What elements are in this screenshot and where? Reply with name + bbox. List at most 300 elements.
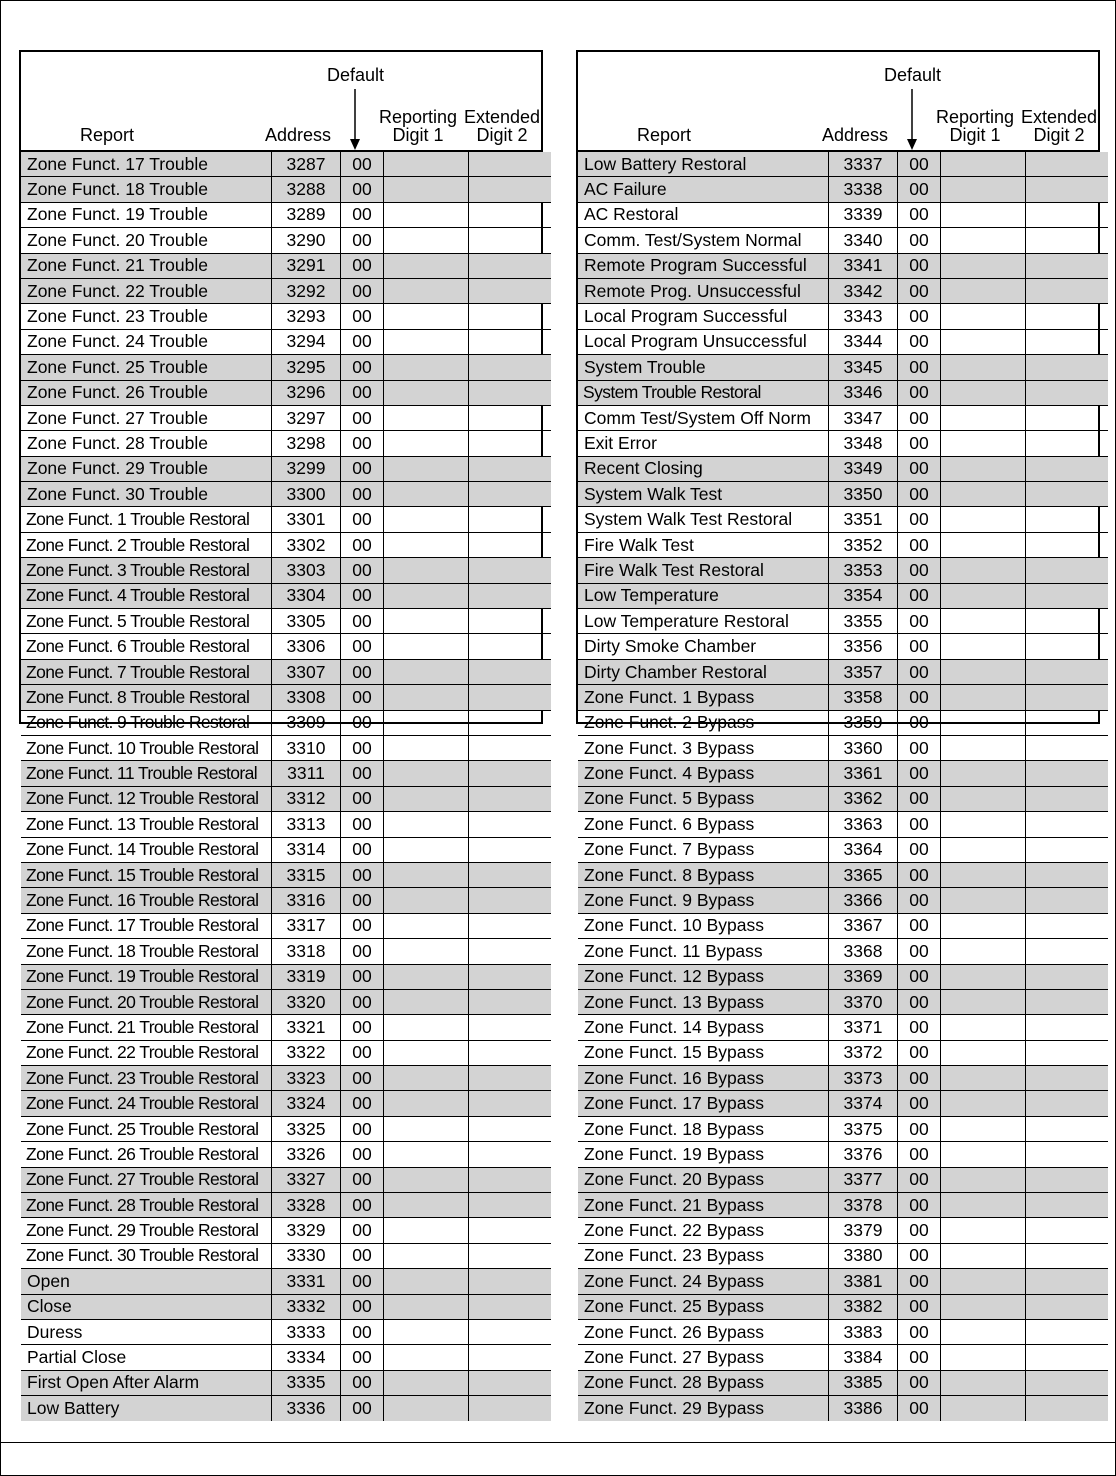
extended-digit2-cell[interactable] (469, 456, 552, 481)
address-cell: 3331 (272, 1269, 341, 1294)
extended-digit2-cell[interactable] (1026, 735, 1109, 760)
reporting-digit1-cell[interactable] (941, 786, 1026, 811)
address-cell: 3295 (272, 355, 341, 380)
extended-digit2-cell[interactable] (1026, 558, 1109, 583)
extended-digit2-cell[interactable] (469, 710, 552, 735)
extended-digit2-cell[interactable] (1026, 964, 1109, 989)
reporting-digit1-cell[interactable] (384, 659, 469, 684)
reporting-digit1-cell[interactable] (384, 228, 469, 253)
reporting-digit1-cell[interactable] (941, 507, 1026, 532)
extended-digit2-cell[interactable] (469, 202, 552, 227)
reporting-digit1-cell[interactable] (941, 735, 1026, 760)
address-cell: 3306 (272, 634, 341, 659)
extended-digit2-cell[interactable] (469, 812, 552, 837)
extended-digit2-cell[interactable] (469, 1243, 552, 1268)
reporting-digit1-cell[interactable] (941, 1370, 1026, 1395)
table-row (578, 659, 1108, 684)
reporting-digit1-cell[interactable] (941, 152, 1026, 177)
extended-digit2-cell[interactable] (1026, 989, 1109, 1014)
address-cell: 3363 (829, 812, 898, 837)
extended-digit2-cell[interactable] (469, 685, 552, 710)
report-cell: Zone Funct. 16 Bypass (578, 1066, 829, 1091)
extended-digit2-cell[interactable] (469, 888, 552, 913)
extended-digit2-cell[interactable] (1026, 405, 1109, 430)
extended-digit2-cell[interactable] (469, 329, 552, 354)
extended-digit2-cell[interactable] (469, 1167, 552, 1192)
extended-digit2-cell[interactable] (1026, 1243, 1109, 1268)
reporting-digit1-cell[interactable] (384, 431, 469, 456)
reporting-digit1-cell[interactable] (384, 1243, 469, 1268)
reporting-digit1-cell[interactable] (941, 228, 1026, 253)
reporting-digit1-cell[interactable] (384, 355, 469, 380)
extended-digit2-cell[interactable] (469, 609, 552, 634)
address-cell: 3334 (272, 1345, 341, 1370)
table-row (578, 1243, 1108, 1268)
reporting-digit1-cell[interactable] (384, 456, 469, 481)
extended-digit2-cell[interactable] (469, 355, 552, 380)
table-row (578, 1091, 1108, 1116)
report-cell: Zone Funct. 28 Trouble Restoral (21, 1193, 272, 1218)
extended-digit2-cell[interactable] (469, 837, 552, 862)
reporting-digit1-cell[interactable] (941, 1218, 1026, 1243)
extended-digit2-cell[interactable] (469, 1015, 552, 1040)
table-row (21, 380, 551, 405)
extended-digit2-cell[interactable] (469, 1370, 552, 1395)
table-row (21, 278, 551, 303)
extended-digit2-cell[interactable] (469, 862, 552, 887)
reporting-digit1-cell[interactable] (941, 177, 1026, 202)
extended-digit2-cell[interactable] (469, 786, 552, 811)
extended-digit2-cell[interactable] (1026, 837, 1109, 862)
report-cell: Zone Funct. 1 Bypass (578, 685, 829, 710)
reporting-digit1-cell[interactable] (384, 837, 469, 862)
left-table-panel (19, 50, 543, 1418)
extended-digit2-cell[interactable] (1026, 202, 1109, 227)
extended-digit2-cell[interactable] (1026, 456, 1109, 481)
reporting-digit1-cell[interactable] (384, 1167, 469, 1192)
extended-digit2-cell[interactable] (1026, 1091, 1109, 1116)
reporting-digit1-cell[interactable] (941, 837, 1026, 862)
table-row (21, 456, 551, 481)
default-cell: 00 (898, 1091, 941, 1116)
default-cell: 00 (898, 355, 941, 380)
reporting-digit1-cell[interactable] (941, 761, 1026, 786)
address-cell: 3349 (829, 456, 898, 481)
reporting-digit1-cell[interactable] (941, 888, 1026, 913)
reporting-digit1-cell[interactable] (384, 1294, 469, 1319)
extended-digit2-cell[interactable] (1026, 355, 1109, 380)
reporting-digit1-cell[interactable] (941, 1396, 1026, 1421)
report-cell: Zone Funct. 7 Trouble Restoral (21, 659, 272, 684)
extended-digit2-cell[interactable] (1026, 1345, 1109, 1370)
report-cell: Zone Funct. 26 Bypass (578, 1319, 829, 1344)
reporting-digit1-cell[interactable] (384, 913, 469, 938)
address-cell: 3307 (272, 659, 341, 684)
reporting-digit1-cell[interactable] (941, 583, 1026, 608)
reporting-digit1-cell[interactable] (384, 583, 469, 608)
reporting-digit1-cell[interactable] (384, 1396, 469, 1421)
reporting-digit1-cell[interactable] (941, 939, 1026, 964)
address-cell: 3300 (272, 482, 341, 507)
default-cell: 00 (341, 685, 384, 710)
reporting-digit1-cell[interactable] (384, 304, 469, 329)
address-cell: 3339 (829, 202, 898, 227)
reporting-digit1-cell[interactable] (384, 558, 469, 583)
reporting-digit1-cell[interactable] (941, 964, 1026, 989)
extended-digit2-cell[interactable] (1026, 380, 1109, 405)
reporting-digit1-cell[interactable] (384, 609, 469, 634)
reporting-digit1-cell[interactable] (384, 329, 469, 354)
extended-digit2-cell[interactable] (1026, 1269, 1109, 1294)
reporting-digit1-cell[interactable] (941, 1269, 1026, 1294)
default-cell: 00 (341, 761, 384, 786)
default-cell: 00 (341, 1218, 384, 1243)
reporting-digit1-cell[interactable] (384, 634, 469, 659)
reporting-digit1-cell[interactable] (384, 1345, 469, 1370)
reporting-digit1-cell[interactable] (384, 786, 469, 811)
reporting-digit1-cell[interactable] (384, 1040, 469, 1065)
reporting-digit1-cell[interactable] (941, 278, 1026, 303)
report-cell: Zone Funct. 22 Bypass (578, 1218, 829, 1243)
extended-digit2-cell[interactable] (1026, 431, 1109, 456)
reporting-digit1-cell[interactable] (384, 888, 469, 913)
reporting-digit1-cell[interactable] (941, 1091, 1026, 1116)
table-row (578, 1193, 1108, 1218)
extended-digit2-cell[interactable] (469, 964, 552, 989)
table-row (21, 253, 551, 278)
extended-digit2-cell[interactable] (1026, 329, 1109, 354)
reporting-digit1-cell[interactable] (384, 253, 469, 278)
table-row (578, 507, 1108, 532)
reporting-digit1-cell[interactable] (941, 355, 1026, 380)
reporting-digit1-cell[interactable] (941, 405, 1026, 430)
extended-digit2-cell[interactable] (1026, 1040, 1109, 1065)
report-cell: Zone Funct. 25 Trouble Restoral (21, 1116, 272, 1141)
reporting-digit1-cell[interactable] (941, 1142, 1026, 1167)
address-cell: 3321 (272, 1015, 341, 1040)
extended-digit2-cell[interactable] (1026, 1167, 1109, 1192)
table-row (21, 609, 551, 634)
default-cell: 00 (898, 532, 941, 557)
report-cell: Zone Funct. 22 Trouble Restoral (21, 1040, 272, 1065)
reporting-digit1-cell[interactable] (941, 1243, 1026, 1268)
address-cell: 3354 (829, 583, 898, 608)
extended-digit2-cell[interactable] (469, 989, 552, 1014)
address-cell: 3323 (272, 1066, 341, 1091)
reporting-digit1-cell[interactable] (941, 431, 1026, 456)
reporting-digit1-cell[interactable] (384, 482, 469, 507)
report-cell: Partial Close (21, 1345, 272, 1370)
table-row (578, 152, 1108, 177)
extended-digit2-cell[interactable] (1026, 1193, 1109, 1218)
default-cell: 00 (341, 1066, 384, 1091)
reporting-digit1-cell[interactable] (941, 532, 1026, 557)
table-row (578, 1066, 1108, 1091)
reporting-digit1-cell[interactable] (384, 1015, 469, 1040)
reporting-digit1-cell[interactable] (384, 177, 469, 202)
extended-digit2-cell[interactable] (469, 939, 552, 964)
address-cell: 3315 (272, 862, 341, 887)
address-cell: 3380 (829, 1243, 898, 1268)
reporting-digit1-cell[interactable] (941, 558, 1026, 583)
extended-digit2-cell[interactable] (1026, 1218, 1109, 1243)
reporting-digit1-cell[interactable] (384, 989, 469, 1014)
extended-digit2-cell[interactable] (469, 152, 552, 177)
reporting-digit1-cell[interactable] (941, 634, 1026, 659)
extended-digit2-cell[interactable] (1026, 812, 1109, 837)
extended-digit2-cell[interactable] (1026, 1370, 1109, 1395)
extended-digit2-cell[interactable] (469, 1396, 552, 1421)
extended-digit2-cell[interactable] (1026, 583, 1109, 608)
extended-digit2-cell[interactable] (1026, 1294, 1109, 1319)
extended-digit2-cell[interactable] (469, 228, 552, 253)
extended-digit2-cell[interactable] (469, 583, 552, 608)
report-cell: Close (21, 1294, 272, 1319)
reporting-digit1-cell[interactable] (384, 152, 469, 177)
report-cell: Zone Funct. 18 Trouble Restoral (21, 939, 272, 964)
table-row (21, 1193, 551, 1218)
reporting-digit1-cell[interactable] (941, 1015, 1026, 1040)
reporting-digit1-cell[interactable] (941, 1319, 1026, 1344)
default-cell: 00 (898, 710, 941, 735)
extended-digit2-cell[interactable] (1026, 278, 1109, 303)
extended-digit2-cell[interactable] (469, 278, 552, 303)
table-row (578, 1015, 1108, 1040)
extended-digit2-cell[interactable] (1026, 659, 1109, 684)
extended-digit2-cell[interactable] (469, 177, 552, 202)
reporting-digit1-cell[interactable] (384, 812, 469, 837)
extended-digit2-cell[interactable] (1026, 888, 1109, 913)
default-cell: 00 (341, 1269, 384, 1294)
reporting-digit1-cell[interactable] (941, 1116, 1026, 1141)
reporting-digit1-cell[interactable] (384, 202, 469, 227)
reporting-digit1-cell[interactable] (941, 659, 1026, 684)
extended-digit2-cell[interactable] (1026, 1396, 1109, 1421)
address-cell: 3309 (272, 710, 341, 735)
table-row (578, 1167, 1108, 1192)
reporting-digit1-cell[interactable] (384, 278, 469, 303)
reporting-digit1-cell[interactable] (941, 1294, 1026, 1319)
extended-digit2-cell[interactable] (469, 304, 552, 329)
reporting-digit1-cell[interactable] (941, 609, 1026, 634)
extended-digit2-cell[interactable] (469, 482, 552, 507)
reporting-digit1-cell[interactable] (941, 329, 1026, 354)
reporting-digit1-cell[interactable] (941, 1193, 1026, 1218)
extended-digit2-cell[interactable] (469, 1193, 552, 1218)
reporting-digit1-cell[interactable] (941, 202, 1026, 227)
reporting-digit1-cell[interactable] (384, 532, 469, 557)
table-row (578, 278, 1108, 303)
table-row (21, 177, 551, 202)
extended-digit2-cell[interactable] (1026, 1319, 1109, 1344)
extended-digit2-cell[interactable] (469, 913, 552, 938)
address-cell: 3356 (829, 634, 898, 659)
extended-digit2-cell[interactable] (469, 761, 552, 786)
extended-digit2-cell[interactable] (469, 380, 552, 405)
default-cell: 00 (341, 253, 384, 278)
reporting-digit1-cell[interactable] (384, 1370, 469, 1395)
reporting-digit1-cell[interactable] (941, 380, 1026, 405)
extended-digit2-cell[interactable] (469, 507, 552, 532)
reporting-digit1-cell[interactable] (384, 710, 469, 735)
extended-digit2-cell[interactable] (1026, 253, 1109, 278)
default-cell: 00 (898, 177, 941, 202)
extended-digit2-cell[interactable] (469, 634, 552, 659)
address-cell: 3289 (272, 202, 341, 227)
report-cell: Zone Funct. 8 Trouble Restoral (21, 685, 272, 710)
report-cell: Zone Funct. 7 Bypass (578, 837, 829, 862)
extended-digit2-cell[interactable] (1026, 710, 1109, 735)
reporting-digit1-cell[interactable] (941, 862, 1026, 887)
default-cell: 00 (898, 812, 941, 837)
default-cell: 00 (341, 532, 384, 557)
default-cell: 00 (898, 659, 941, 684)
reporting-digit1-cell[interactable] (384, 1193, 469, 1218)
reporting-digit1-cell[interactable] (941, 304, 1026, 329)
table-row (578, 989, 1108, 1014)
reporting-digit1-cell[interactable] (384, 761, 469, 786)
address-cell: 3316 (272, 888, 341, 913)
table-row (21, 989, 551, 1014)
extended-digit2-cell[interactable] (1026, 304, 1109, 329)
table-row (578, 609, 1108, 634)
reporting-digit1-cell[interactable] (941, 253, 1026, 278)
address-cell: 3325 (272, 1116, 341, 1141)
table-row (578, 482, 1108, 507)
extended-digit2-cell[interactable] (1026, 177, 1109, 202)
extended-digit2-cell[interactable] (1026, 482, 1109, 507)
extended-digit2-cell[interactable] (1026, 685, 1109, 710)
reporting-digit1-cell[interactable] (384, 1142, 469, 1167)
extended-digit2-cell[interactable] (469, 659, 552, 684)
reporting-digit1-cell[interactable] (941, 1345, 1026, 1370)
reporting-digit1-cell[interactable] (941, 685, 1026, 710)
reporting-digit1-cell[interactable] (941, 1167, 1026, 1192)
reporting-digit1-cell[interactable] (941, 1040, 1026, 1065)
reporting-digit1-cell[interactable] (384, 685, 469, 710)
address-cell: 3362 (829, 786, 898, 811)
reporting-digit1-cell[interactable] (941, 812, 1026, 837)
report-cell: Zone Funct. 12 Trouble Restoral (21, 786, 272, 811)
table-row (578, 202, 1108, 227)
default-cell: 00 (341, 1243, 384, 1268)
address-cell: 3336 (272, 1396, 341, 1421)
reporting-digit1-cell[interactable] (384, 405, 469, 430)
extended-digit2-cell[interactable] (1026, 507, 1109, 532)
reporting-digit1-cell[interactable] (941, 989, 1026, 1014)
extended-digit2-cell[interactable] (469, 431, 552, 456)
table-row (21, 507, 551, 532)
address-cell: 3303 (272, 558, 341, 583)
reporting-digit1-cell[interactable] (941, 1066, 1026, 1091)
report-cell: Local Program Successful (578, 304, 829, 329)
report-cell: System Walk Test (578, 482, 829, 507)
extended-digit2-cell[interactable] (469, 1116, 552, 1141)
table-row (21, 355, 551, 380)
extended-header: Extended (463, 107, 541, 127)
reporting-digit1-cell[interactable] (941, 482, 1026, 507)
reporting-digit1-cell[interactable] (384, 1066, 469, 1091)
default-cell: 00 (898, 1345, 941, 1370)
right-table-panel (576, 50, 1100, 1418)
extended-digit2-cell[interactable] (469, 1269, 552, 1294)
address-cell: 3287 (272, 152, 341, 177)
address-cell: 3369 (829, 964, 898, 989)
default-cell: 00 (341, 786, 384, 811)
address-cell: 3327 (272, 1167, 341, 1192)
default-cell: 00 (341, 913, 384, 938)
reporting-digit1-cell[interactable] (384, 507, 469, 532)
extended-digit2-cell[interactable] (469, 405, 552, 430)
extended-digit2-cell[interactable] (1026, 152, 1109, 177)
report-cell: Zone Funct. 28 Bypass (578, 1370, 829, 1395)
extended-digit2-cell[interactable] (469, 735, 552, 760)
reporting-digit1-cell[interactable] (384, 862, 469, 887)
extended-digit2-cell[interactable] (1026, 532, 1109, 557)
extended-digit2-cell[interactable] (469, 1066, 552, 1091)
reporting-digit1-cell[interactable] (384, 380, 469, 405)
extended-digit2-cell[interactable] (469, 1142, 552, 1167)
reporting-digit1-cell[interactable] (384, 1116, 469, 1141)
extended-digit2-cell[interactable] (1026, 913, 1109, 938)
extended-digit2-cell[interactable] (1026, 609, 1109, 634)
reporting-digit1-cell[interactable] (941, 913, 1026, 938)
extended-digit2-cell[interactable] (1026, 228, 1109, 253)
extended-digit2-cell[interactable] (469, 1091, 552, 1116)
extended-digit2-cell[interactable] (469, 1218, 552, 1243)
extended-digit2-cell[interactable] (469, 1319, 552, 1344)
reporting-digit1-cell[interactable] (941, 456, 1026, 481)
default-cell: 00 (898, 202, 941, 227)
report-cell: Dirty Chamber Restoral (578, 659, 829, 684)
extended-digit2-cell[interactable] (469, 1040, 552, 1065)
reporting-digit1-cell[interactable] (384, 964, 469, 989)
address-cell: 3376 (829, 1142, 898, 1167)
reporting-digit1-cell[interactable] (941, 710, 1026, 735)
extended-digit2-cell[interactable] (1026, 1142, 1109, 1167)
extended-digit2-cell[interactable] (1026, 939, 1109, 964)
extended-digit2-cell[interactable] (1026, 634, 1109, 659)
extended-digit2-cell[interactable] (1026, 1066, 1109, 1091)
extended-digit2-cell[interactable] (469, 1345, 552, 1370)
address-cell: 3365 (829, 862, 898, 887)
address-cell: 3383 (829, 1319, 898, 1344)
extended-digit2-cell[interactable] (1026, 1116, 1109, 1141)
extended-digit2-cell[interactable] (1026, 862, 1109, 887)
reporting-digit1-cell[interactable] (384, 1218, 469, 1243)
extended-digit2-cell[interactable] (1026, 761, 1109, 786)
extended-digit2-cell[interactable] (1026, 786, 1109, 811)
report-cell: Remote Program Successful (578, 253, 829, 278)
reporting-digit1-cell[interactable] (384, 735, 469, 760)
table-row (578, 761, 1108, 786)
reporting-digit1-cell[interactable] (384, 939, 469, 964)
extended-digit2-cell[interactable] (469, 253, 552, 278)
extended-digit2-cell[interactable] (1026, 1015, 1109, 1040)
reporting-digit1-cell[interactable] (384, 1269, 469, 1294)
default-cell: 00 (341, 1015, 384, 1040)
report-cell: Zone Funct. 26 Trouble Restoral (21, 1142, 272, 1167)
default-cell: 00 (341, 888, 384, 913)
default-cell: 00 (341, 939, 384, 964)
extended-digit2-cell[interactable] (469, 1294, 552, 1319)
reporting-digit1-cell[interactable] (384, 1319, 469, 1344)
report-cell: Zone Funct. 13 Trouble Restoral (21, 812, 272, 837)
extended-digit2-cell[interactable] (469, 558, 552, 583)
reporting-digit1-cell[interactable] (384, 1091, 469, 1116)
report-cell: Zone Funct. 28 Trouble (21, 431, 272, 456)
extended-digit2-cell[interactable] (469, 532, 552, 557)
